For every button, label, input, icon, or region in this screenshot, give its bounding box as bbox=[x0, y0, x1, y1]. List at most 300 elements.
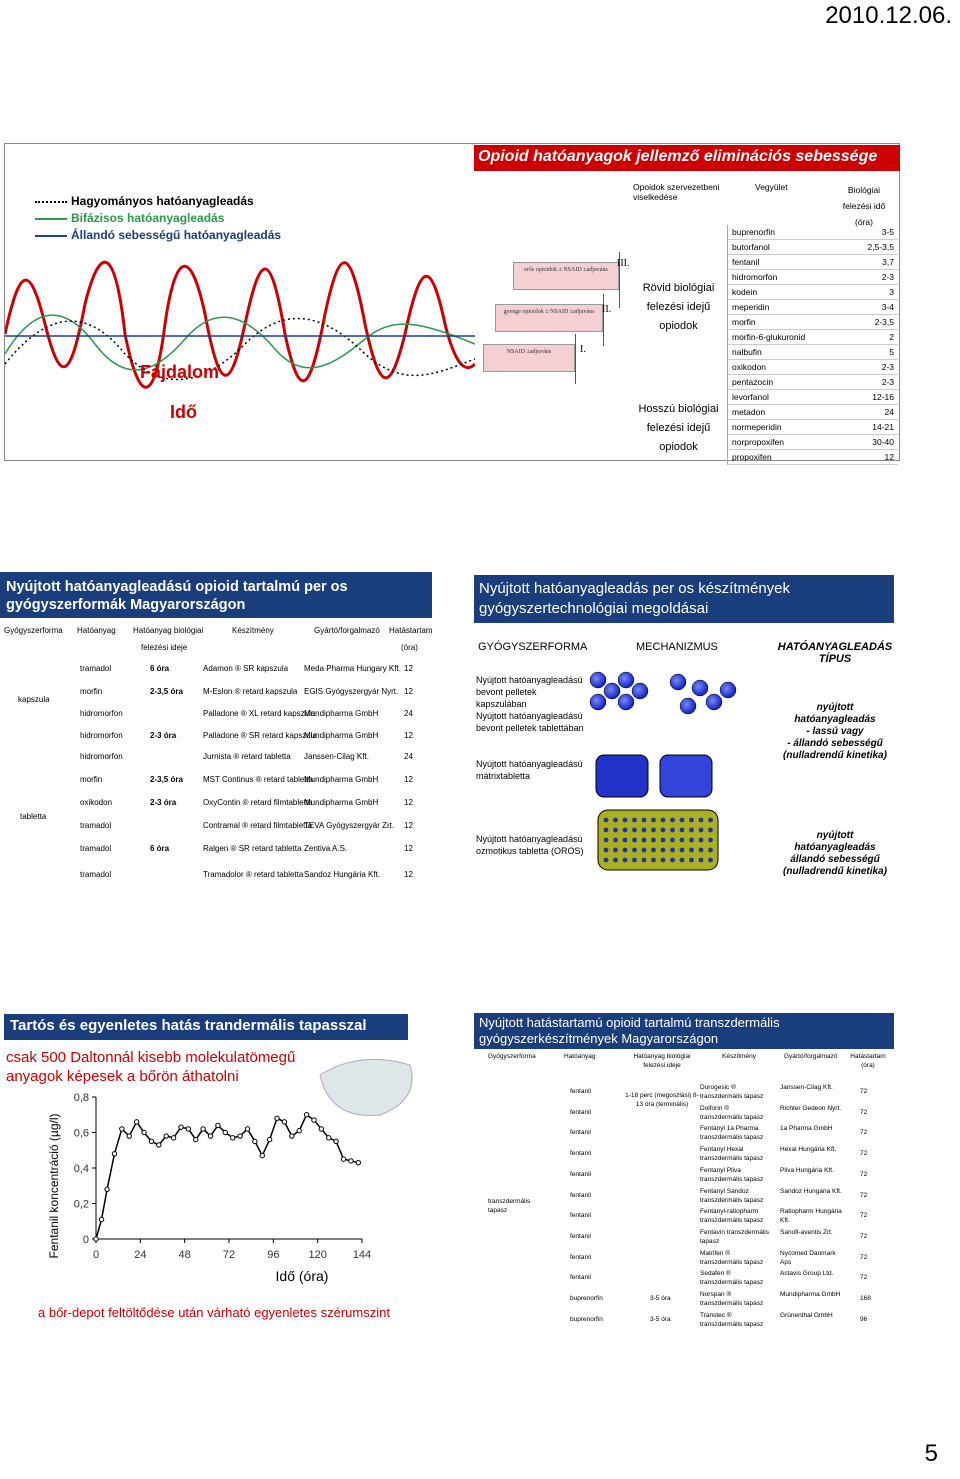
duration: 72 bbox=[860, 1253, 868, 1261]
drug-name: fentanil bbox=[570, 1088, 591, 1095]
drug-name: buprenorfin bbox=[570, 1295, 603, 1302]
data-point bbox=[157, 1143, 161, 1147]
compound-name: butorfanol bbox=[732, 242, 770, 252]
matrix-dot bbox=[604, 858, 609, 863]
x-tick-label: 72 bbox=[222, 1249, 236, 1261]
data-point bbox=[201, 1127, 205, 1131]
duration: 72 bbox=[860, 1274, 868, 1282]
matrix-dot bbox=[708, 848, 713, 853]
table-row bbox=[728, 390, 898, 405]
halflife-value: 5 bbox=[889, 347, 894, 357]
data-point bbox=[105, 1187, 109, 1191]
drug-name: fentanil bbox=[570, 1253, 591, 1261]
header-duration: Hatástartam bbox=[389, 626, 433, 635]
duration: 72 bbox=[860, 1088, 868, 1095]
data-point bbox=[142, 1130, 146, 1134]
preparation: Palladone ® SR retard kapszula bbox=[203, 731, 317, 740]
data-point bbox=[304, 1113, 308, 1117]
duration: 72 bbox=[860, 1191, 868, 1199]
table-row bbox=[728, 285, 898, 300]
slide5-table bbox=[474, 1050, 894, 1330]
data-point bbox=[356, 1160, 360, 1164]
y-tick-label: 0 bbox=[82, 1234, 89, 1246]
duration: 168 bbox=[860, 1295, 871, 1302]
manufacturer: TEVA Gyógyszergyár Zrt. bbox=[304, 821, 395, 830]
matrix-dot bbox=[689, 828, 694, 833]
matrix-dot bbox=[661, 838, 666, 843]
drug-name: morfin bbox=[80, 775, 103, 784]
compound-name: nalbufin bbox=[732, 347, 762, 357]
slide4-title: Tartós és egyenletes hatás trandermális tapasszal bbox=[4, 1014, 408, 1040]
form-pellet-capsule: Nyújtott hatóanyagleadású bevont pelletek kapszulában bbox=[476, 675, 583, 709]
stair-step-1: NSAID ±adjuváns bbox=[483, 344, 575, 372]
halflife-value: 2,5-3,5 bbox=[867, 242, 894, 252]
matrix-dot bbox=[642, 848, 647, 853]
preparation: Dolforin ® transzdermális tapasz bbox=[700, 1104, 764, 1121]
pellet bbox=[618, 694, 634, 710]
matrix-dot bbox=[613, 838, 618, 843]
data-point bbox=[194, 1137, 198, 1141]
matrix-dot bbox=[632, 838, 637, 843]
matrix-dot bbox=[699, 858, 704, 863]
time-label: Idő bbox=[170, 402, 197, 422]
halflife-value: 14-21 bbox=[872, 422, 894, 432]
matrix-dot bbox=[642, 858, 647, 863]
duration: 12 bbox=[404, 731, 413, 740]
slide3-title: Nyújtott hatóanyagleadás per os készítmények gyógyszertechnológiai megoldásai bbox=[474, 575, 894, 623]
pellet bbox=[590, 694, 606, 710]
manufacturer: Mundipharma GmbH bbox=[780, 1291, 841, 1298]
duration: 12 bbox=[404, 844, 413, 853]
drug-name: fentanil bbox=[570, 1274, 591, 1282]
table-row bbox=[728, 420, 898, 435]
group-short: Rövid biológiai felezési idejű opiodok bbox=[642, 282, 715, 332]
data-point bbox=[253, 1139, 257, 1143]
header-form: GYÓGYSZERFORMA bbox=[478, 641, 588, 653]
manufacturer: EGIS Gyógyszergyár Nyrt. bbox=[304, 687, 399, 696]
data-point bbox=[334, 1139, 338, 1143]
data-point bbox=[245, 1127, 249, 1131]
duration: 72 bbox=[860, 1150, 868, 1158]
col-header-halflife: Biológiai felezési idő (óra) bbox=[842, 185, 886, 227]
header-duration2: (óra) bbox=[401, 643, 418, 652]
compound-name: levorfanol bbox=[732, 392, 769, 402]
matrix-dot bbox=[689, 848, 694, 853]
halflife: 3-5 óra bbox=[650, 1295, 671, 1302]
pellet bbox=[618, 672, 634, 688]
slide2-title: Nyújtott hatóanyagleadású opioid tartalmú per os gyógyszerformák Magyarországon bbox=[0, 572, 432, 618]
preparation: Durogesic ® transzdermális tapasz bbox=[700, 1084, 764, 1100]
data-point bbox=[171, 1136, 175, 1140]
matrix-dot bbox=[689, 858, 694, 863]
duration: 96 bbox=[860, 1315, 868, 1323]
halflife-value: 3-5 bbox=[881, 227, 894, 237]
y-tick-label: 0,4 bbox=[73, 1163, 89, 1175]
header-form: Gyógyszerforma bbox=[4, 626, 63, 635]
compound-name: hidromorfon bbox=[732, 272, 778, 282]
matrix-dot bbox=[661, 818, 666, 823]
matrix-dot bbox=[680, 818, 685, 823]
pellet bbox=[692, 680, 708, 696]
table-row bbox=[728, 225, 898, 240]
pellet bbox=[632, 683, 648, 699]
halflife-value: 12 bbox=[884, 452, 894, 462]
fentanil-halflife: 1-18 perc (megoszlási) 8-13 óra (terminális) bbox=[625, 1092, 699, 1108]
preparation: Norspan ® transzdermális tapasz bbox=[700, 1291, 764, 1307]
preparation: Ralgen ® SR retard tabletta bbox=[203, 844, 302, 853]
data-point bbox=[179, 1125, 183, 1129]
halflife-value: 2-3,5 bbox=[874, 317, 894, 327]
table-row bbox=[728, 360, 898, 375]
matrix-dot bbox=[632, 828, 637, 833]
compound-name: normeperidin bbox=[732, 422, 782, 432]
matrix-dot bbox=[680, 828, 685, 833]
matrix-dot bbox=[642, 838, 647, 843]
data-point bbox=[164, 1134, 168, 1138]
data-point bbox=[260, 1153, 264, 1157]
drug-name: morfin bbox=[80, 687, 103, 696]
drug-name: tramadol bbox=[80, 664, 112, 673]
drug-name: tramadol bbox=[80, 844, 112, 853]
matrix-dot bbox=[604, 848, 609, 853]
table-row bbox=[728, 270, 898, 285]
matrix-dot bbox=[661, 828, 666, 833]
halflife-value: 3-4 bbox=[881, 302, 894, 312]
duration: 12 bbox=[404, 870, 413, 879]
data-point bbox=[149, 1139, 153, 1143]
matrix-dot bbox=[689, 818, 694, 823]
halflife-value: 2-3 bbox=[881, 377, 894, 387]
drug-name: fentanil bbox=[570, 1150, 591, 1158]
matrix-dot bbox=[623, 848, 628, 853]
header-mfr: Gyártó/forgalmazó bbox=[784, 1053, 838, 1060]
matrix-dot bbox=[604, 818, 609, 823]
pellet bbox=[680, 698, 696, 714]
halflife: 6 óra bbox=[150, 664, 170, 673]
matrix-dot bbox=[632, 858, 637, 863]
preparation: Matrifen ® transzdermális tapasz bbox=[700, 1249, 764, 1266]
preparation: Transtec ® transzdermális tapasz bbox=[700, 1311, 764, 1328]
manufacturer: Sandoz Hungária Kft. bbox=[780, 1187, 842, 1195]
matrix-dot bbox=[708, 858, 713, 863]
pellet bbox=[706, 694, 722, 710]
x-tick-label: 120 bbox=[308, 1249, 327, 1261]
drug-name: tramadol bbox=[80, 870, 112, 879]
halflife: 2-3 óra bbox=[150, 798, 177, 807]
duration: 72 bbox=[860, 1170, 868, 1178]
header-halflife: Hatóanyag biológiai felezési ideje bbox=[633, 1053, 691, 1069]
preparation: Jurnista ® retard tabletta bbox=[203, 752, 291, 761]
data-point bbox=[282, 1120, 286, 1124]
matrix-dot bbox=[623, 828, 628, 833]
preparation: Fentanyl Pliva transzdermális tapasz bbox=[700, 1166, 764, 1183]
matrix-dot bbox=[661, 858, 666, 863]
pellet bbox=[590, 672, 606, 688]
drug-name: buprenorfin bbox=[570, 1315, 603, 1323]
slide4-subtitle: csak 500 Daltonnál kisebb molekulatömegű anyagok képesek a bőrön áthatolni bbox=[6, 1049, 296, 1085]
slide5-title: Nyújtott hatástartamú opioid tartalmú transzdermális gyógyszerkészítmények Magyarországon bbox=[474, 1013, 894, 1049]
matrix-dot bbox=[689, 838, 694, 843]
header-drug: Hatóanyag bbox=[77, 626, 116, 635]
drug-name: hidromorfon bbox=[80, 709, 123, 718]
drug-name: fentanil bbox=[570, 1232, 591, 1240]
slide2-table bbox=[0, 622, 432, 887]
matrix-dot bbox=[623, 858, 628, 863]
header-drug: Hatóanyag bbox=[564, 1053, 596, 1060]
matrix-dot bbox=[680, 848, 685, 853]
form-transdermal: transzdermális tapasz bbox=[488, 1198, 531, 1214]
group-long: Hosszú biológiai felezési idejű opiodok bbox=[638, 403, 719, 453]
manufacturer: Janssen-Cilag Kft. bbox=[780, 1084, 833, 1091]
matrix-dot bbox=[651, 838, 656, 843]
page-number: 5 bbox=[924, 1440, 938, 1467]
col-header-compound: Vegyület bbox=[755, 182, 788, 192]
compound-name: propoxifen bbox=[732, 452, 772, 462]
compound-name: morfin bbox=[732, 317, 756, 327]
form-oros: Nyújtott hatóanyagleadású ozmotikus tabletta (OROS) bbox=[476, 834, 584, 856]
pain-label: Fájdalom bbox=[140, 362, 220, 382]
matrix-dot bbox=[670, 858, 675, 863]
manufacturer: Sanofi-aventis Zrt. bbox=[780, 1228, 833, 1236]
compound-name: fentanil bbox=[732, 257, 760, 267]
data-point bbox=[267, 1137, 271, 1141]
data-point bbox=[134, 1120, 138, 1124]
matrix-dot bbox=[623, 818, 628, 823]
matrix-dot bbox=[670, 828, 675, 833]
drug-name: fentanil bbox=[570, 1212, 591, 1220]
matrix-dot bbox=[623, 838, 628, 843]
slide1-title: Opioid hatóanyagok jellemző eliminációs sebessége bbox=[474, 145, 900, 171]
preparation: OxyContin ® retard filmtabletta bbox=[203, 798, 313, 807]
preparation: Fentanyl Sandoz transzdermális tapasz bbox=[700, 1187, 764, 1204]
pain-curves bbox=[5, 244, 475, 419]
matrix-dot bbox=[604, 838, 609, 843]
release-type-1: nyújtott hatóanyagleadás - lassú vagy - állandó sebességű (nulladrendű kinetika) bbox=[783, 702, 887, 761]
header-halflife2: felezési ideje bbox=[141, 643, 188, 652]
matrix-dot bbox=[699, 818, 704, 823]
stair-roman-1: I. bbox=[580, 344, 586, 355]
matrix-dot bbox=[651, 828, 656, 833]
manufacturer: Grünenthal GmbH bbox=[780, 1311, 833, 1319]
table-row bbox=[728, 450, 898, 465]
data-point bbox=[120, 1127, 124, 1131]
duration: 12 bbox=[404, 798, 413, 807]
halflife-value: 3,7 bbox=[882, 257, 894, 267]
preparation: M-Eslon ® retard kapszula bbox=[203, 687, 298, 696]
drug-name: hidromorfon bbox=[80, 752, 123, 761]
halflife-value: 12-16 bbox=[872, 392, 894, 402]
form-capsule: kapszula bbox=[18, 695, 50, 704]
matrix-dot bbox=[708, 828, 713, 833]
drug-name: fentanil bbox=[570, 1191, 591, 1199]
preparation: Adamon ® SR kapszula bbox=[203, 664, 289, 673]
table-row bbox=[728, 405, 898, 420]
form-tablet: tabletta bbox=[20, 812, 47, 821]
compound-name: meperidin bbox=[732, 302, 770, 312]
manufacturer: 1a Pharma GmbH bbox=[780, 1125, 833, 1133]
halflife-value: 2 bbox=[889, 332, 894, 342]
compound-name: kodein bbox=[732, 287, 758, 297]
y-tick-label: 0,2 bbox=[73, 1198, 89, 1211]
halflife-value: 2-3 bbox=[881, 362, 894, 372]
header-form: Gyógyszerforma bbox=[488, 1053, 536, 1060]
matrix-dot bbox=[632, 818, 637, 823]
header-halflife: Hatóanyag biológiai bbox=[133, 626, 204, 635]
stair-step-3: erős opioidok ± NSAID ±adjuváns bbox=[513, 262, 619, 290]
matrix-dot bbox=[651, 818, 656, 823]
x-tick-label: 24 bbox=[134, 1249, 147, 1261]
table-row bbox=[728, 255, 898, 270]
drug-name: fentanil bbox=[570, 1129, 591, 1137]
data-point bbox=[99, 1217, 103, 1221]
manufacturer: Actavis Group Ltd. bbox=[780, 1270, 834, 1278]
stair-roman-3: III. bbox=[617, 258, 630, 269]
matrix-dot bbox=[661, 848, 666, 853]
manufacturer: Meda Pharma Hungary Kft. bbox=[304, 664, 401, 673]
manufacturer: Sandoz Hungária Kft. bbox=[304, 870, 381, 879]
halflife-value: 3 bbox=[889, 287, 894, 297]
manufacturer: Nycomed Danmark Aps bbox=[780, 1249, 836, 1266]
release-type-2: nyújtott hatóanyagleadás állandó sebességű (nulladrendű kinetika) bbox=[783, 830, 887, 877]
y-tick-label: 0,6 bbox=[73, 1127, 89, 1140]
header-release-type: HATÓANYAGLEADÁS TÍPUS bbox=[777, 641, 893, 665]
data-point bbox=[216, 1123, 220, 1127]
x-tick-label: 0 bbox=[92, 1249, 100, 1261]
manufacturer: Ratiopharm Hungária Kft. bbox=[780, 1208, 842, 1225]
data-point bbox=[223, 1130, 227, 1134]
data-point bbox=[297, 1129, 301, 1133]
pellet bbox=[720, 682, 736, 698]
data-point bbox=[327, 1136, 331, 1140]
duration: 12 bbox=[404, 775, 413, 784]
data-point bbox=[341, 1157, 345, 1161]
duration: 72 bbox=[860, 1212, 868, 1220]
preparation: MST Continus ® retard tabletta bbox=[203, 775, 314, 784]
manufacturer: Zentiva A.S. bbox=[304, 844, 348, 853]
date-stamp: 2010.12.06. bbox=[825, 2, 952, 29]
duration: 72 bbox=[860, 1129, 868, 1137]
matrix-dot bbox=[708, 818, 713, 823]
halflife: 2-3 óra bbox=[150, 731, 177, 740]
drug-name: oxikodon bbox=[80, 798, 113, 807]
form-matrix-tablet: Nyújtott hatóanyagleadású mátrixtabletta bbox=[476, 759, 583, 781]
matrix-dot bbox=[670, 818, 675, 823]
header-mfr: Gyártó/forgalmazó bbox=[314, 626, 380, 635]
data-point bbox=[112, 1152, 116, 1156]
matrix-dot bbox=[651, 858, 656, 863]
preparation: Fentanyl Hexal transzdermális tapasz bbox=[700, 1146, 764, 1163]
halflife: 2-3,5 óra bbox=[150, 775, 183, 784]
data-point bbox=[238, 1134, 242, 1138]
data-point bbox=[290, 1134, 294, 1138]
x-tick-label: 96 bbox=[267, 1249, 280, 1261]
header-mechanism: MECHANIZMUS bbox=[636, 641, 718, 653]
preparation: Sedafen ® transzdermális tapasz bbox=[700, 1270, 764, 1287]
header-prep: Készítmény bbox=[232, 626, 274, 635]
drug-name: fentanil bbox=[570, 1108, 591, 1116]
matrix-dot bbox=[642, 828, 647, 833]
matrix-dot bbox=[613, 828, 618, 833]
matrix-dot bbox=[680, 838, 685, 843]
halflife-value: 30-40 bbox=[872, 437, 894, 447]
table-row bbox=[728, 375, 898, 390]
matrix-dot bbox=[670, 838, 675, 843]
duration: 24 bbox=[404, 709, 413, 718]
mechanism-diagram bbox=[588, 670, 758, 890]
data-point bbox=[312, 1118, 316, 1122]
manufacturer: Mundipharma GmbH bbox=[304, 775, 379, 784]
table-row bbox=[728, 300, 898, 315]
stair-roman-2: II. bbox=[602, 304, 612, 315]
drug-name: hidromorfon bbox=[80, 731, 123, 740]
stair-step-2: gyenge opioidok ± NSAID ±adjuváns bbox=[495, 304, 603, 332]
duration: 24 bbox=[404, 752, 413, 761]
preparation: Tramadolor ® retard tabletta bbox=[203, 870, 304, 879]
elimination-table bbox=[727, 225, 897, 465]
matrix-dot bbox=[613, 858, 618, 863]
header-duration: Hatástartam (óra) bbox=[850, 1053, 886, 1069]
duration: 12 bbox=[404, 687, 413, 696]
slide-elimination: Hagyományos hatóanyagleadás Bifázisos hatóanyagleadás Állandó sebességű hatóanyagleadás Fájdalom Idő erős opioidok ± NSAID ±adjuváns gyenge opioidok ± NSAID ±adjuváns NSAID ±adjuváns III. II. I. bbox=[4, 143, 900, 461]
data-point bbox=[208, 1134, 212, 1138]
data-point bbox=[186, 1127, 190, 1131]
drug-name: fentanil bbox=[570, 1170, 591, 1178]
matrix-dot bbox=[651, 848, 656, 853]
matrix-dot bbox=[708, 838, 713, 843]
preparation: Fentanyl-ratiopharm transzdermális tapasz bbox=[700, 1208, 764, 1225]
manufacturer: Richter Gedeon Nyrt. bbox=[780, 1104, 842, 1112]
halflife: 2-3,5 óra bbox=[150, 687, 183, 696]
table-row bbox=[728, 435, 898, 450]
matrix-dot bbox=[680, 858, 685, 863]
data-point bbox=[230, 1136, 234, 1140]
duration: 72 bbox=[860, 1232, 868, 1240]
matrix-dot bbox=[642, 818, 647, 823]
manufacturer: Mundipharma GmbH bbox=[304, 709, 379, 718]
compound-name: metadon bbox=[732, 407, 766, 417]
halflife: 6 óra bbox=[150, 844, 170, 853]
compound-name: oxikodon bbox=[732, 362, 767, 372]
x-tick-label: 48 bbox=[178, 1249, 191, 1261]
preparation: Fentanyl 1a Pharma transzdermális tapasz bbox=[700, 1125, 764, 1142]
preparation: Palladone ® XL retard kapszula bbox=[203, 709, 316, 718]
compound-name: pentazocin bbox=[732, 377, 774, 387]
y-axis-label: Fentanil koncentráció (µg/l) bbox=[47, 1113, 61, 1259]
fentanyl-chart bbox=[44, 1085, 374, 1285]
table-row bbox=[728, 330, 898, 345]
matrix-dot bbox=[632, 848, 637, 853]
manufacturer: Janssen-Cilag Kft. bbox=[304, 752, 369, 761]
matrix-dot bbox=[613, 818, 618, 823]
matrix-dot bbox=[670, 848, 675, 853]
manufacturer: Mundipharma GmbH bbox=[304, 731, 379, 740]
duration: 72 bbox=[860, 1108, 868, 1116]
y-tick-label: 0,8 bbox=[73, 1092, 89, 1104]
matrix-dot bbox=[699, 848, 704, 853]
matrix-dot bbox=[699, 828, 704, 833]
halflife-value: 2-3 bbox=[881, 272, 894, 282]
matrix-dot bbox=[699, 838, 704, 843]
manufacturer: Hexal Hungária Kft. bbox=[780, 1146, 837, 1154]
pellet bbox=[670, 674, 686, 690]
duration: 12 bbox=[404, 664, 413, 673]
compound-name: morfin-6-glukuronid bbox=[732, 332, 806, 342]
compound-name: norpropoxifen bbox=[732, 437, 784, 447]
drug-name: tramadol bbox=[80, 821, 112, 830]
table-row bbox=[728, 240, 898, 255]
data-point bbox=[275, 1116, 279, 1120]
manufacturer: Mundipharma GmbH bbox=[304, 798, 379, 807]
